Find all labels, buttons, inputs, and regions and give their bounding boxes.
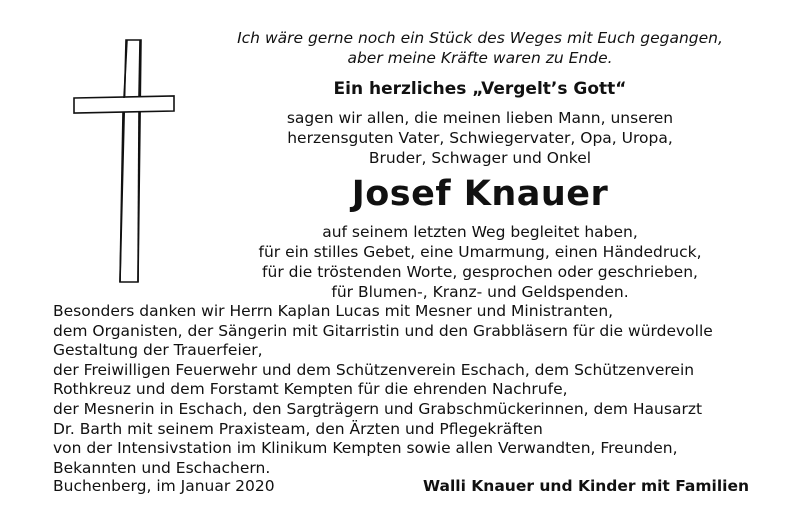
header-text (200, 28, 760, 302)
intro-line: Bruder, Schwager und Onkel (368, 149, 592, 167)
quote-line: aber meine Kräfte waren zu Ende. (347, 49, 613, 67)
quote-line: Ich wäre gerne noch ein Stück des Weges mit Euch gegangen, (237, 29, 723, 47)
gratitude-line: für die tröstenden Worte, gesprochen oder geschrieben, (262, 263, 698, 281)
special-thanks-line: der Freiwilligen Feuerwehr und dem Schützenverein Eschach, dem Schützenverein (53, 360, 695, 379)
special-thanks-line: Besonders danken wir Herrn Kaplan Lucas mit Mesner und Ministranten, (53, 302, 614, 320)
special-thanks-line: Dr. Barth mit seinem Praxisteam, den Ärzten und Pflegekräften (53, 419, 543, 438)
special-thanks-line: Gestaltung der Trauerfeier, (53, 341, 263, 360)
intro-line: herzensguten Vater, Schwiegervater, Opa, Uropa, (287, 129, 673, 147)
signed-by: Walli Knauer und Kinder mit Familien (422, 477, 749, 495)
special-thanks-line: Rothkreuz und dem Forstamt Kempten für die ehrenden Nachrufe, (53, 380, 568, 399)
gratitude-line: für Blumen-, Kranz- und Geldspenden. (331, 283, 629, 301)
special-thanks-line: Bekannten und Eschachern. (53, 458, 271, 477)
deceased-name: Josef Knauer (351, 174, 609, 214)
special-thanks-line: dem Organisten, der Sängerin mit Gitarristin und den Grabbläsern für die würdevolle (53, 321, 713, 340)
thanks-title: Ein herzliches „Vergelt’s Gott“ (333, 79, 627, 99)
intro-text (200, 108, 760, 168)
christian-cross-icon (68, 36, 178, 286)
special-thanks-line: der Mesnerin in Eschach, den Sargträgern und Grabschmückerinnen, dem Hausarzt (53, 399, 703, 418)
place-date: Buchenberg, im Januar 2020 (53, 477, 275, 495)
gratitude-line: für ein stilles Gebet, eine Umarmung, einen Händedruck, (258, 243, 702, 261)
gratitude-line: auf seinem letzten Weg begleitet haben, (322, 223, 638, 241)
quote (200, 28, 760, 68)
gratitude-text (200, 222, 760, 302)
special-thanks-line: von der Intensivstation im Klinikum Kempten sowie allen Verwandten, Freunden, (53, 439, 678, 458)
special-thanks (53, 302, 763, 478)
intro-line: sagen wir allen, die meinen lieben Mann, unseren (286, 109, 674, 127)
